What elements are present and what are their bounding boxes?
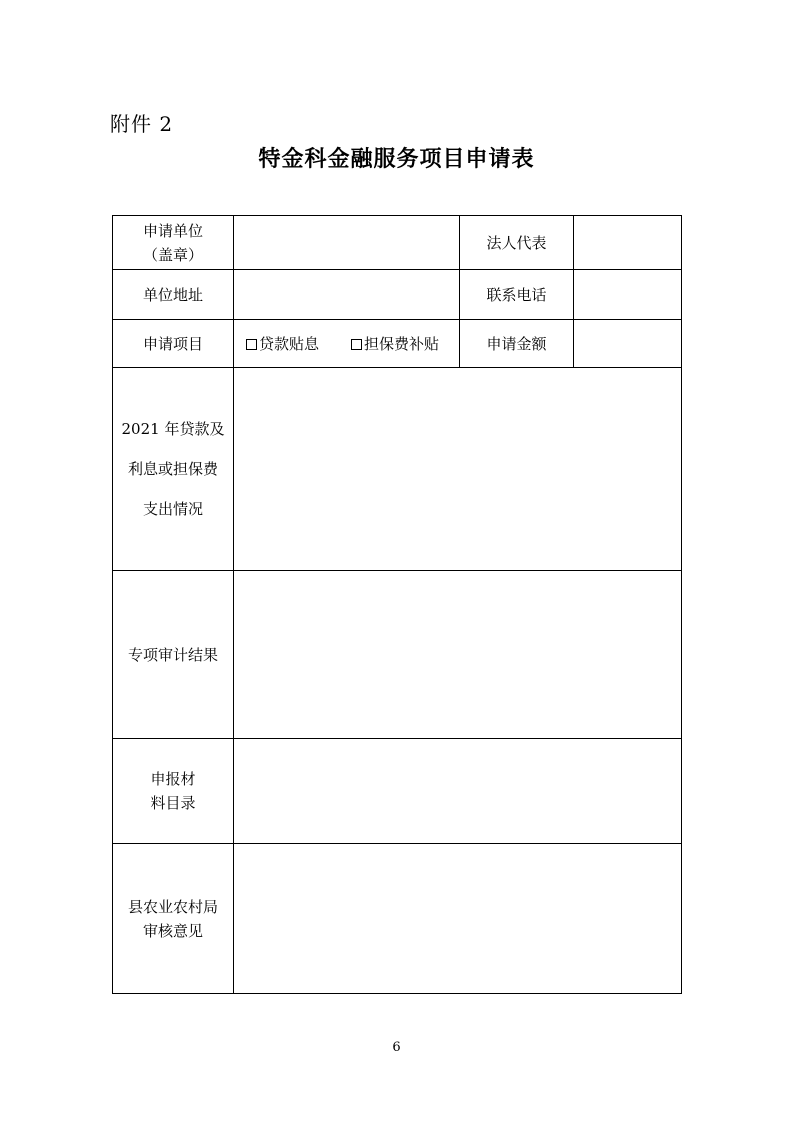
legal-rep-value-cell[interactable] <box>574 216 682 270</box>
row-address <box>113 270 682 320</box>
row-review <box>113 844 682 994</box>
project-label: 申请项目 <box>113 320 234 368</box>
checkbox-guarantee-subsidy[interactable] <box>351 339 362 350</box>
expenditure-label-line-2: 利息或担保费 <box>127 460 218 478</box>
review-label-line-1: 县农业农村局 <box>127 897 218 916</box>
amount-label: 申请金额 <box>460 320 574 368</box>
address-label: 单位地址 <box>113 270 234 320</box>
review-value-cell[interactable] <box>234 844 682 994</box>
page-number: 6 <box>392 1040 401 1055</box>
option-guarantee-subsidy[interactable] <box>351 332 439 356</box>
materials-label-line-1: 申报材 <box>150 770 196 788</box>
applicant-label-cell <box>113 216 234 270</box>
phone-value-cell[interactable] <box>574 270 682 320</box>
row-applicant <box>113 216 682 270</box>
applicant-seal-note: （盖章） <box>142 245 203 264</box>
project-options-cell <box>234 320 460 368</box>
form-title: 特金科金融服务项目申请表 <box>258 147 535 172</box>
phone-label: 联系电话 <box>460 270 574 320</box>
amount-value-cell[interactable] <box>574 320 682 368</box>
address-value-cell[interactable] <box>234 270 460 320</box>
option-loan-interest-label: 贷款贴息 <box>259 334 320 353</box>
row-materials <box>113 739 682 844</box>
row-project <box>113 320 682 368</box>
checkbox-loan-interest[interactable] <box>246 339 257 350</box>
materials-label-line-2: 料目录 <box>150 794 196 812</box>
applicant-value-cell[interactable] <box>234 216 460 270</box>
row-audit <box>113 571 682 739</box>
audit-value-cell[interactable] <box>234 571 682 739</box>
review-label-line-2: 审核意见 <box>142 921 203 940</box>
applicant-label: 申请单位 <box>142 221 203 240</box>
audit-label: 专项审计结果 <box>113 571 234 739</box>
expenditure-value-cell[interactable] <box>234 368 682 571</box>
option-guarantee-subsidy-label: 担保费补贴 <box>364 334 440 353</box>
expenditure-label-cell <box>113 368 234 571</box>
attachment-label: 附件 2 <box>110 112 174 136</box>
expenditure-label-line-3: 支出情况 <box>142 500 203 518</box>
application-form-table <box>112 215 682 994</box>
materials-label-cell <box>113 739 234 844</box>
legal-rep-label: 法人代表 <box>460 216 574 270</box>
materials-value-cell[interactable] <box>234 739 682 844</box>
option-loan-interest[interactable] <box>246 332 319 356</box>
expenditure-label-line-1: 2021 年贷款及 <box>121 420 225 438</box>
row-expenditure <box>113 368 682 571</box>
review-label-cell <box>113 844 234 994</box>
